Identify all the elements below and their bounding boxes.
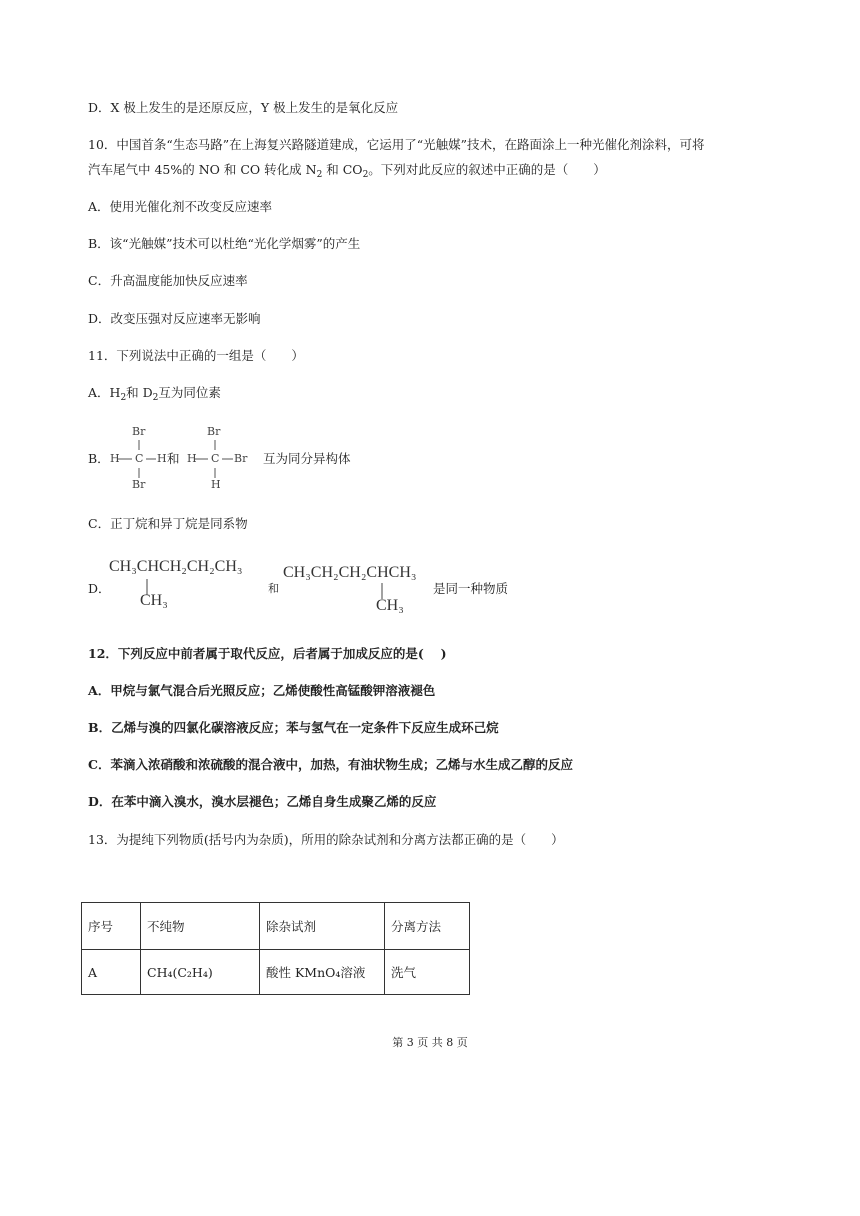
header-cell-impure: 不纯物	[141, 903, 260, 950]
formula-1-branch: CH₃	[140, 592, 168, 609]
q10-stem-part-b: 和 CO	[322, 162, 363, 177]
q11-a-part2: 和 D	[126, 385, 153, 400]
q11-option-d-tail: 是同一种物质	[433, 581, 509, 596]
s2-h-left: H	[187, 452, 197, 465]
s2-c: C	[211, 452, 220, 465]
q11-option-d-and: 和	[268, 582, 279, 595]
formula-1-main: CH₃CHCH₂CH₂CH₃	[109, 558, 243, 575]
q11-option-c: C．正丁烷和异丁烷是同系物	[88, 516, 248, 531]
q10-option-d: D．改变压强对反应速率无影响	[88, 311, 261, 326]
q12-option-b: B．乙烯与溴的四氯化碳溶液反应；苯与氢气在一定条件下反应生成环己烷	[88, 720, 499, 735]
q10-stem-line1: 10．中国首条“生态马路”在上海复兴路隧道建成，它运用了“光触媒”技术，在路面涂上一种光催化剂涂料，可将	[88, 137, 705, 152]
q10-stem-line2	[88, 161, 606, 184]
q12-option-a: A．甲烷与氯气混合后光照反应；乙烯使酸性高锰酸钾溶液褪色	[88, 683, 436, 698]
q10-stem-part-a: 汽车尾气中 45%的 NO 和 CO 转化成 N	[88, 162, 317, 177]
q11-a-part1: A．H	[88, 385, 121, 400]
q10-option-c: C．升高温度能加快反应速率	[88, 273, 248, 288]
q10-stem-part-c: 。下列对此反应的叙述中正确的是（ ）	[368, 162, 606, 177]
formula-2-main: CH₃CH₂CH₂CHCH₃	[283, 564, 417, 581]
s1-br-top: Br	[132, 425, 146, 438]
q10-sub-co2: 2	[362, 170, 369, 180]
header-cell-id: 序号	[82, 903, 141, 950]
q12-stem: 12．下列反应中前者属于取代反应，后者属于加成反应的是( )	[88, 646, 447, 661]
q11-option-b-and: 和	[167, 451, 180, 466]
s1-h-left: H	[110, 452, 120, 465]
q13-table	[81, 902, 470, 995]
q11-a-sub-h2: 2	[120, 393, 127, 403]
header-cell-reagent: 除杂试剂	[260, 903, 385, 950]
page-footer: 第 3 页 共 8 页	[392, 1036, 468, 1049]
table-header-row	[82, 903, 470, 950]
s2-br-top: Br	[207, 425, 221, 438]
q11-option-b-label: B．	[88, 451, 110, 466]
formula-2-branch: CH₃	[376, 597, 404, 614]
q11-option-d-label: D．	[88, 581, 111, 596]
q10-sub-n2: 2	[316, 170, 323, 180]
q11-a-part3: 互为同位素	[158, 385, 221, 400]
header-cell-method: 分离方法	[385, 903, 470, 950]
cell-id: A	[82, 950, 141, 995]
q13-stem: 13．为提纯下列物质(括号内为杂质)，所用的除杂试剂和分离方法都正确的是（ ）	[88, 832, 564, 847]
q9-option-d: D．X 极上发生的是还原反应，Y 极上发生的是氧化反应	[88, 100, 399, 115]
s1-br-bottom: Br	[132, 478, 146, 491]
s1-h-right: H	[157, 452, 167, 465]
q11-stem: 11．下列说法中正确的一组是（ ）	[88, 348, 304, 363]
s2-h-bottom: H	[211, 478, 221, 491]
q11-option-a	[88, 384, 221, 407]
q12-option-d: D．在苯中滴入溴水，溴水层褪色；乙烯自身生成聚乙烯的反应	[88, 794, 437, 809]
q11-a-sub-d2: 2	[152, 393, 159, 403]
s1-c: C	[135, 452, 144, 465]
s2-br-right: Br	[234, 452, 248, 465]
cell-reagent: 酸性 KMnO₄溶液	[260, 950, 385, 995]
table-row	[82, 950, 470, 995]
q12-option-c: C．苯滴入浓硝酸和浓硫酸的混合液中，加热，有油状物生成；乙烯与水生成乙醇的反应	[88, 757, 573, 772]
cell-impure: CH₄(C₂H₄)	[141, 950, 260, 995]
q10-option-b: B．该“光触媒”技术可以杜绝“光化学烟雾”的产生	[88, 236, 361, 251]
q11-option-b-tail: 互为同分异构体	[263, 451, 351, 466]
q10-option-a: A．使用光催化剂不改变反应速率	[88, 199, 273, 214]
cell-method: 洗气	[385, 950, 470, 995]
